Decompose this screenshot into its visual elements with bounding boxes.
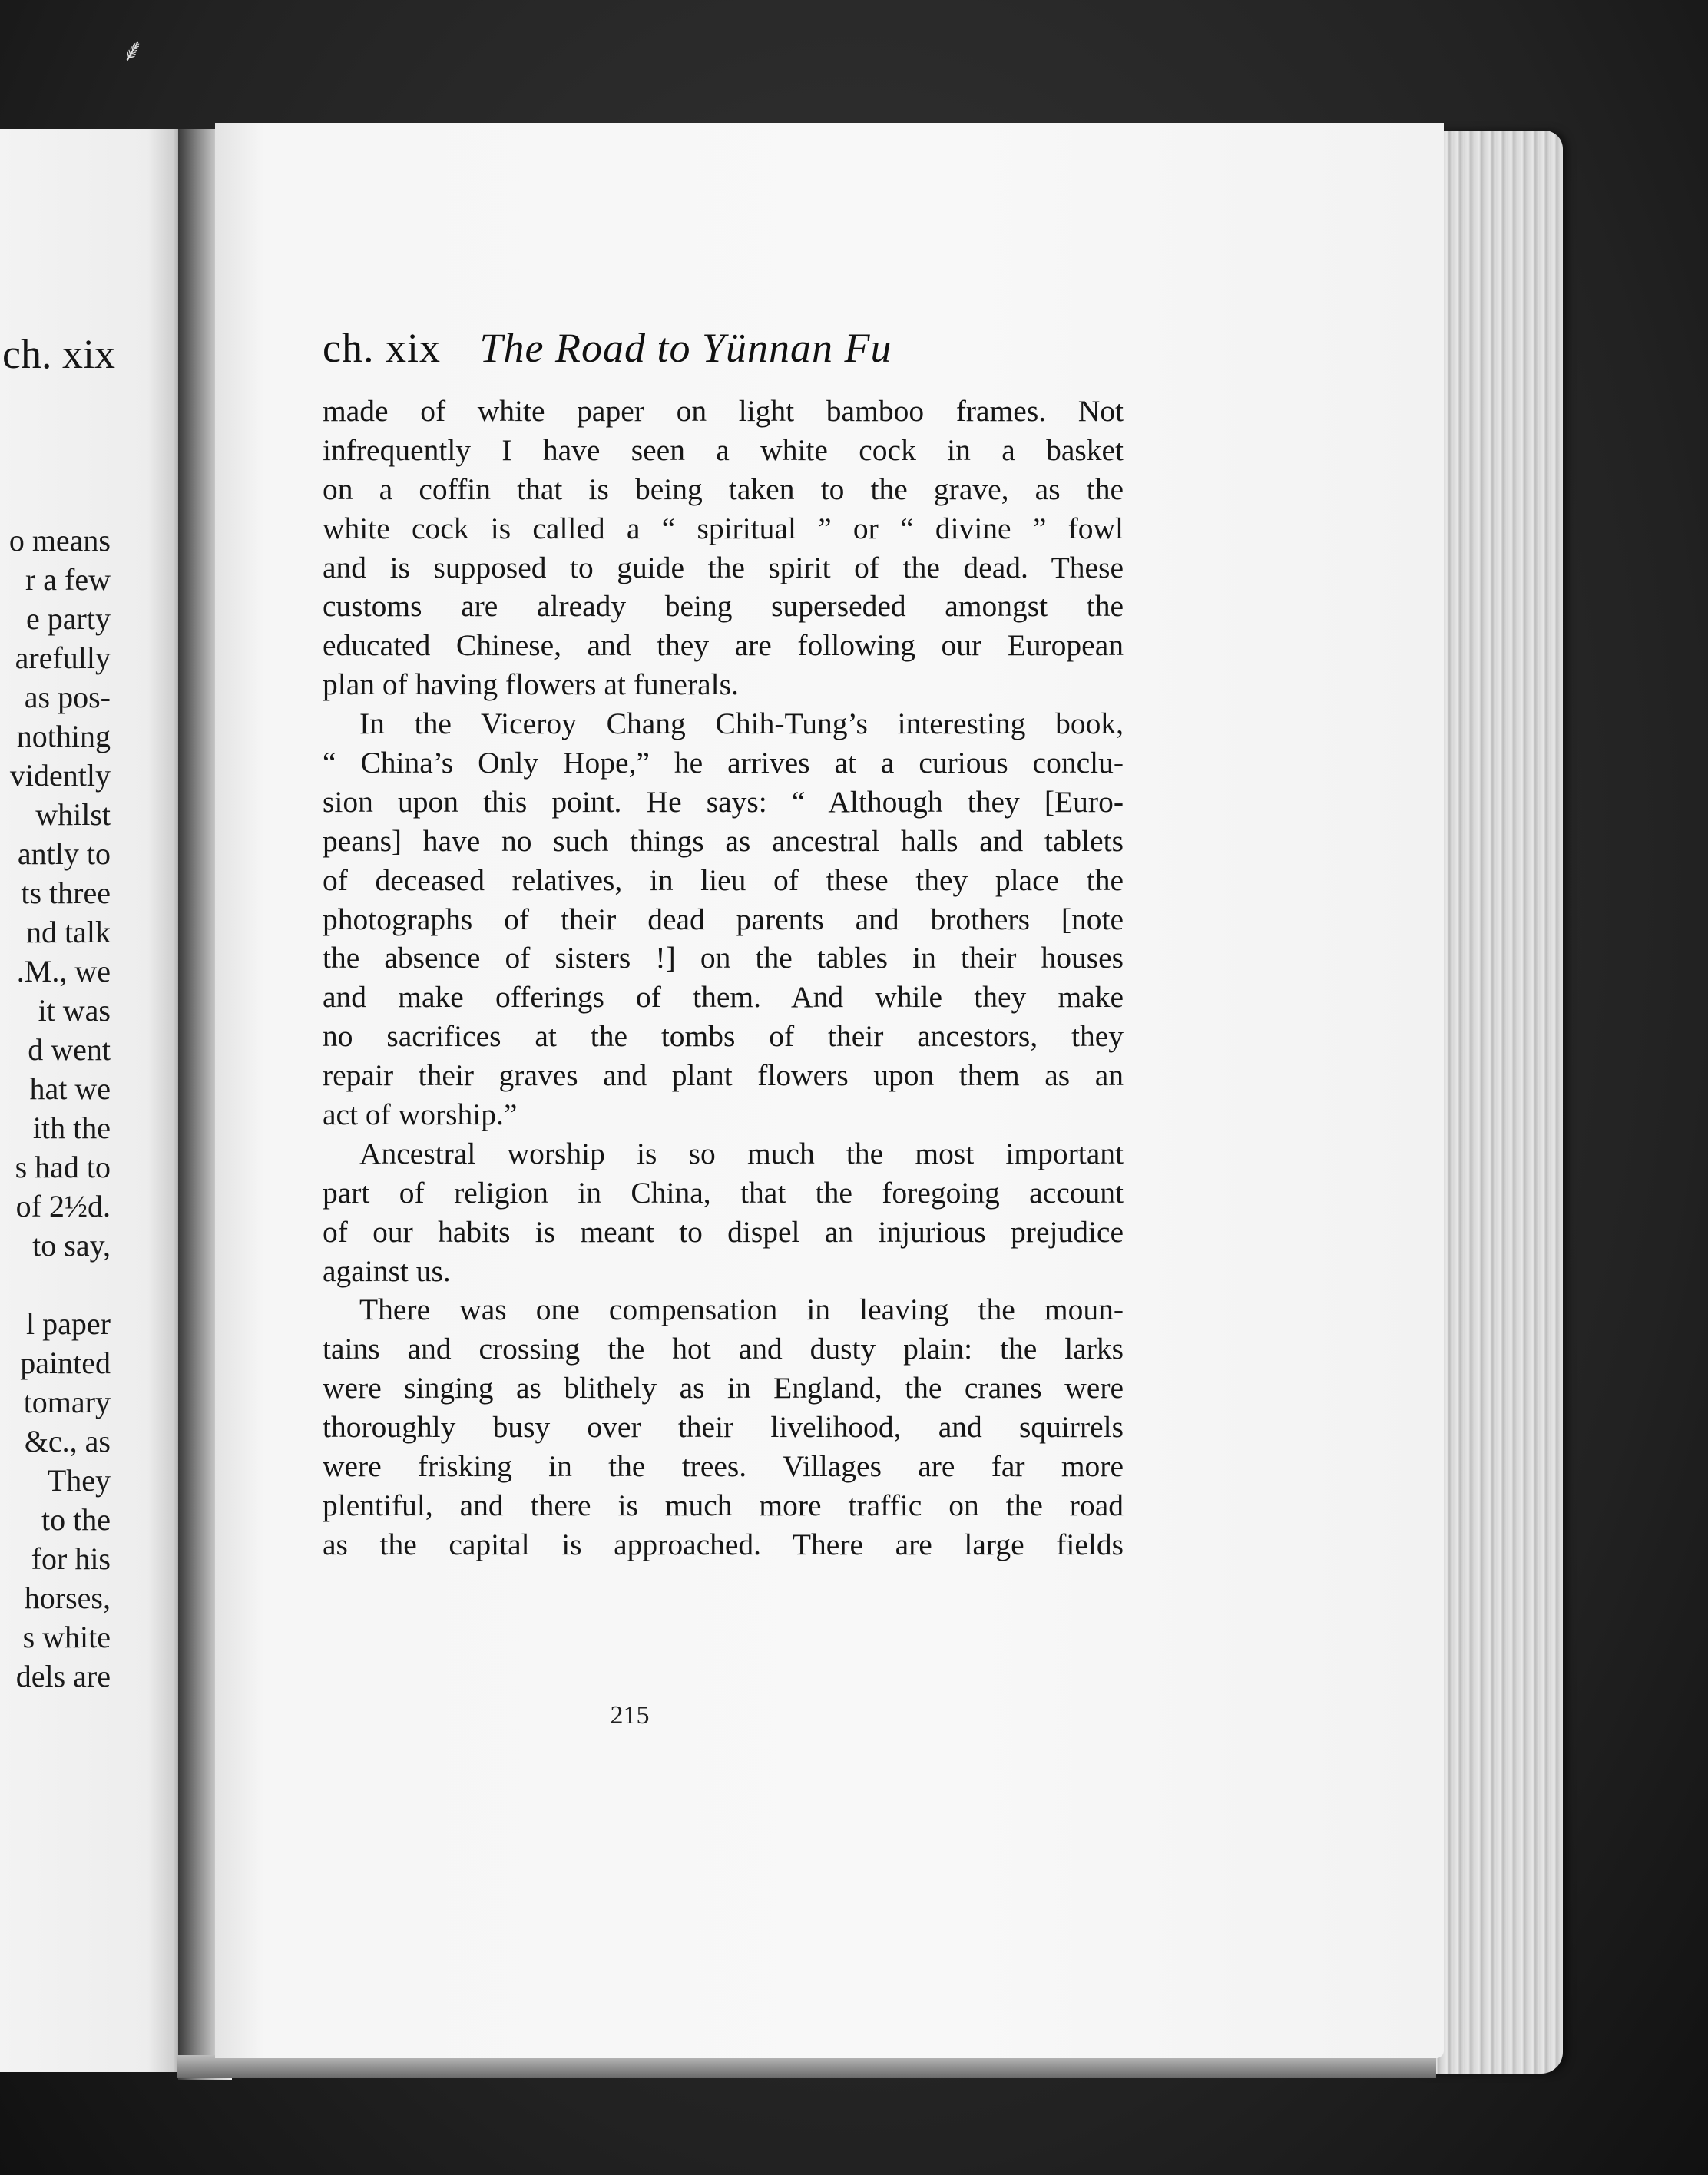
left-page <box>0 129 184 2072</box>
text-line: photographs of their dead parents and brothers [note <box>323 902 1124 936</box>
left-page-line: s had to <box>15 1150 111 1184</box>
left-page-line: dels are <box>15 1659 111 1693</box>
left-page-line: They <box>47 1463 111 1498</box>
right-page <box>215 123 1444 2058</box>
left-page-line: &c., as <box>24 1424 111 1458</box>
left-page-line: antly to <box>17 836 111 871</box>
left-page-line: as pos- <box>24 680 111 714</box>
text-line: tains and crossing the hot and dusty plain: the larks <box>323 1332 1124 1366</box>
left-page-line: vidently <box>9 758 111 793</box>
left-page-line: r a few <box>25 562 111 597</box>
text-line: educated Chinese, and they are following our European <box>323 628 1124 663</box>
text-line: thoroughly busy over their livelihood, and squirrels <box>323 1410 1124 1445</box>
text-line: In the Viceroy Chang Chih-Tung’s interesting book, <box>359 707 1124 741</box>
left-page-line: arefully <box>15 641 111 675</box>
text-line: plan of having flowers at funerals. <box>323 667 739 702</box>
left-page-line: painted <box>20 1346 111 1380</box>
text-line: on a coffin that is being taken to the grave, as the <box>323 472 1124 506</box>
text-line: plentiful, and there is much more traffic on the road <box>323 1488 1124 1522</box>
left-page-line: of 2½d. <box>15 1189 111 1223</box>
text-line: white cock is called a “ spiritual ” or “ divine ” fowl <box>323 511 1124 545</box>
text-line: “ China’s Only Hope,” he arrives at a curious conclu- <box>323 746 1124 780</box>
left-page-line: to the <box>41 1502 111 1537</box>
chapter-label: ch. xix <box>323 325 441 371</box>
page-bottom-edge <box>177 2055 1436 2078</box>
dust-speck: ⸙ <box>121 33 144 68</box>
left-page-line: o means <box>8 523 111 558</box>
left-page-line: nd talk <box>26 915 111 949</box>
running-title: The Road to Yünnan Fu <box>479 325 892 371</box>
left-page-line: tomary <box>23 1385 111 1419</box>
text-line: and make offerings of them. And while they make <box>323 980 1124 1015</box>
left-page-line: hat we <box>29 1071 111 1106</box>
text-line: were frisking in the trees. Villages are far more <box>323 1449 1124 1484</box>
text-line: were singing as blithely as in England, the cranes were <box>323 1371 1124 1405</box>
left-page-line: d went <box>28 1032 111 1067</box>
left-page-line: to say, <box>32 1228 111 1263</box>
left-page-line: s white <box>22 1620 111 1654</box>
running-header <box>323 324 892 372</box>
text-line: against us. <box>323 1253 451 1288</box>
text-line: infrequently I have seen a white cock in a basket <box>323 432 1124 467</box>
text-line: sion upon this point. He says: “ Although they [Euro- <box>323 784 1124 819</box>
left-page-text <box>9 521 111 1696</box>
left-page-line: ts three <box>21 876 111 910</box>
page-number: 215 <box>610 1701 650 1730</box>
left-page-line: l paper <box>26 1306 111 1341</box>
text-line: as the capital is approached. There are large fields <box>323 1527 1124 1561</box>
left-page-line: whilst <box>35 797 111 832</box>
text-line: There was one compensation in leaving the moun- <box>359 1293 1124 1327</box>
text-line: of our habits is meant to dispel an injurious prejudice <box>323 1214 1124 1249</box>
left-page-line: for his <box>31 1541 111 1576</box>
text-line: repair their graves and plant flowers upon them as an <box>323 1058 1124 1093</box>
text-line: Ancestral worship is so much the most important <box>359 1136 1124 1170</box>
text-line: no sacrifices at the tombs of their ancestors, they <box>323 1019 1124 1054</box>
left-page-line: nothing <box>16 719 111 753</box>
page-number-wrap <box>215 1701 1444 1730</box>
text-line: the absence of sisters !] on the tables in their houses <box>323 941 1124 975</box>
left-page-line: ith the <box>32 1111 111 1145</box>
left-page-line: .M., we <box>16 954 111 988</box>
text-line: made of white paper on light bamboo frames. Not <box>323 394 1124 428</box>
text-line: part of religion in China, that the foregoing account <box>323 1175 1124 1210</box>
body-text <box>323 392 1124 1564</box>
text-line: customs are already being superseded amongst the <box>323 589 1124 624</box>
left-page-line: it was <box>38 993 111 1028</box>
text-line: of deceased relatives, in lieu of these they place the <box>323 862 1124 897</box>
text-line: peans] have no such things as ancestral halls and tablets <box>323 823 1124 858</box>
left-page-line: e party <box>26 601 111 636</box>
text-line: and is supposed to guide the spirit of the dead. These <box>323 550 1124 584</box>
left-page-header: ch. xix <box>2 331 115 377</box>
left-page-line: horses, <box>24 1581 111 1615</box>
text-line: act of worship.” <box>323 1097 518 1132</box>
left-page-line <box>9 1265 111 1304</box>
